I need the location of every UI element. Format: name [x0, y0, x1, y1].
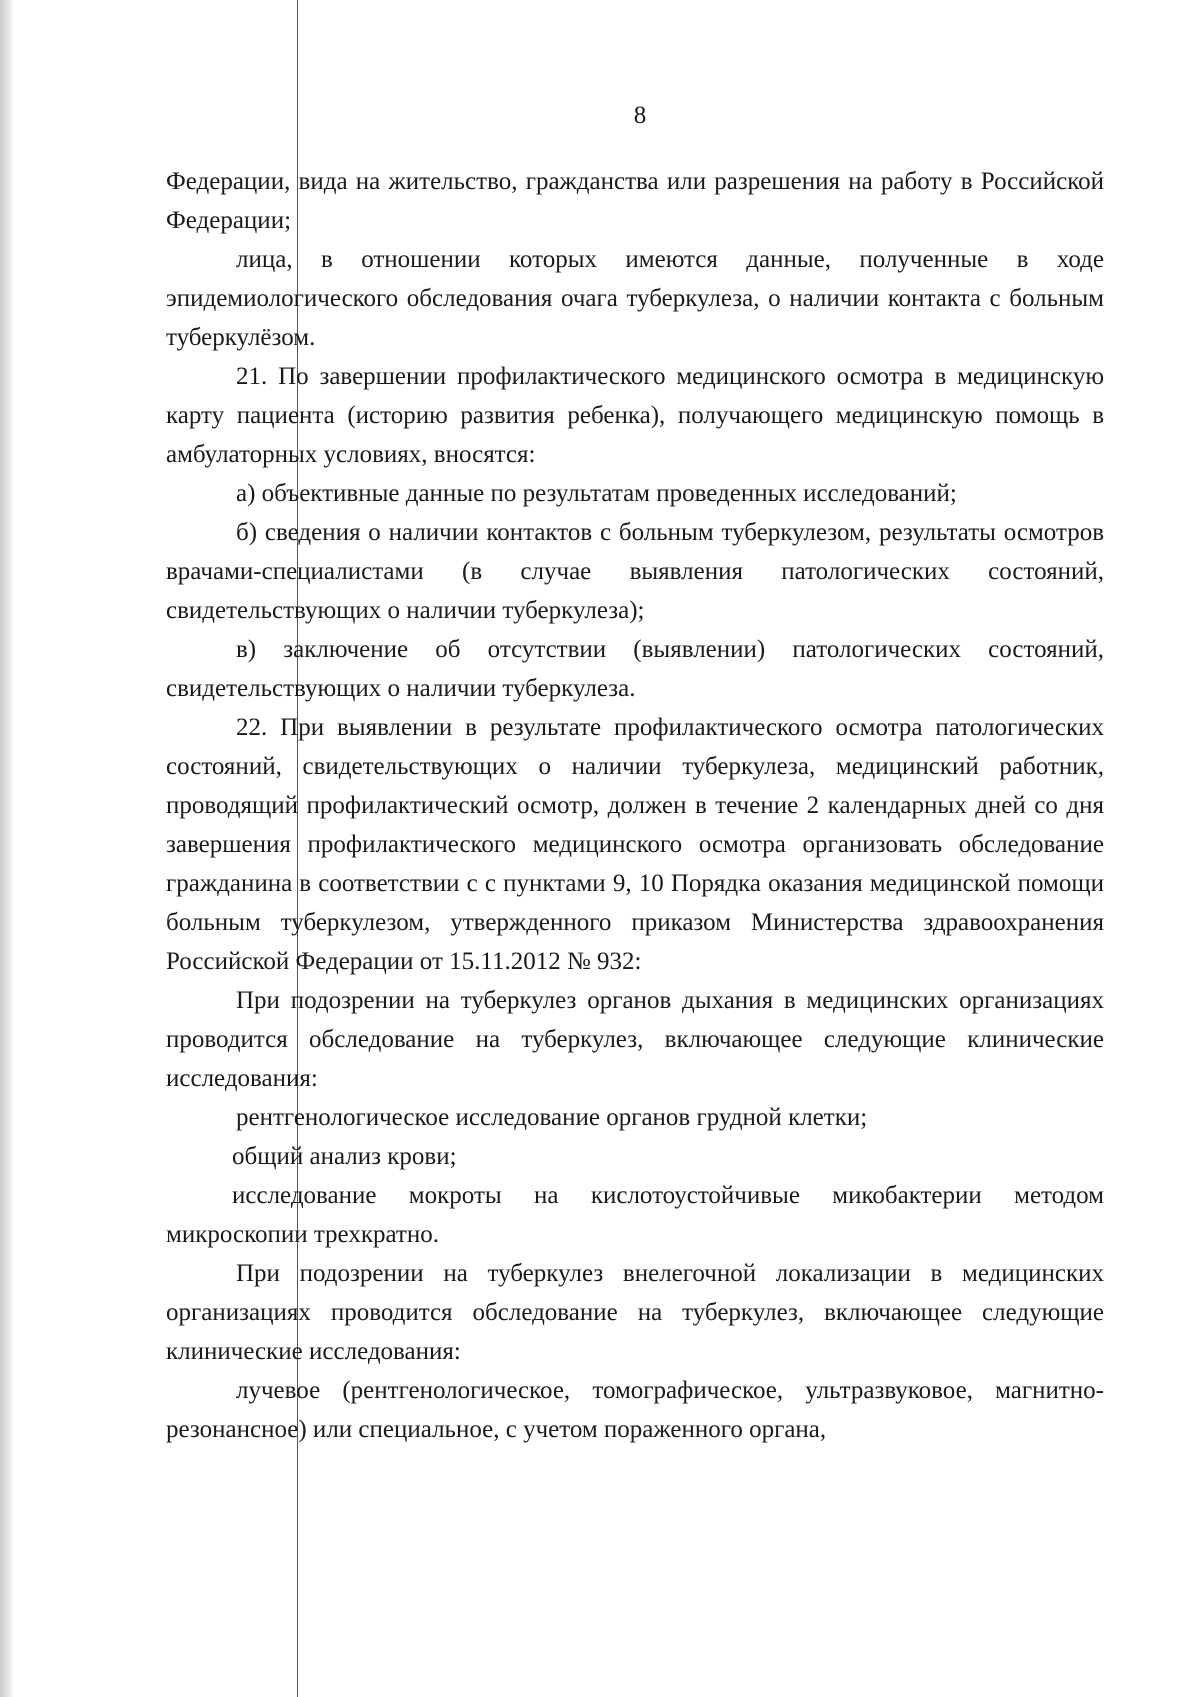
list-item-blood-test: общий анализ крови;	[232, 1143, 457, 1170]
scan-edge-shadow	[0, 0, 14, 1697]
paragraph-extrapulmonary-suspicion: При подозрении на туберкулез внелегочной локализации в медицинских организациях проводится обследование на туберкулез, включающее следующие клинические исследования:	[166, 1260, 1104, 1365]
list-item-sputum-test: исследование мокроты на кислотоустойчивые микобактерии методом микроскопии трехкратно.	[166, 1182, 1104, 1248]
document-body	[166, 162, 1104, 1449]
list-item-radiation-imaging: лучевое (рентгенологическое, томографическое, ультразвуковое, магнитно-резонансное) или специальное, с учетом пораженного органа,	[166, 1377, 1104, 1443]
paragraph-item-22: 22. При выявлении в результате профилактического осмотра патологических состояний, свидетельствующих о наличии туберкулеза, медицинский работник, проводящий профилактический осмотр, должен в течение 2 календарных дней со дня завершения профилактического медицинского осмотра организовать обследование гражданина в соответствии с с пунктами 9, 10 Порядка оказания медицинской помощи больным туберкулезом, утвержденного приказом Министерства здравоохранения Российской Федерации от 15.11.2012 № 932:	[166, 714, 1104, 975]
paragraph-item-21-a: а) объективные данные по результатам проведенных исследований;	[236, 480, 957, 507]
paragraph-item-21: 21. По завершении профилактического медицинского осмотра в медицинскую карту пациента (историю развития ребенка), получающего медицинскую помощь в амбулаторных условиях, вносятся:	[166, 363, 1104, 468]
paragraph-item-21-b: б) сведения о наличии контактов с больным туберкулезом, результаты осмотров врачами-специалистами (в случае выявления патологических состояний, свидетельствующих о наличии туберкулеза);	[166, 519, 1104, 624]
paragraph-continuation: Федерации, вида на жительство, гражданства или разрешения на работу в Российской Федерации;	[166, 168, 1104, 234]
paragraph-respiratory-suspicion: При подозрении на туберкулез органов дыхания в медицинских организациях проводится обследование на туберкулез, включающее следующие клинические исследования:	[166, 987, 1104, 1092]
paragraph-contact-persons: лица, в отношении которых имеются данные, полученные в ходе эпидемиологического обследования очага туберкулеза, о наличии контакта с больным туберкулёзом.	[166, 246, 1104, 351]
page-number: 8	[633, 102, 647, 129]
list-item-chest-xray: рентгенологическое исследование органов грудной клетки;	[236, 1104, 868, 1131]
paragraph-item-21-v: в) заключение об отсутствии (выявлении) патологических состояний, свидетельствующих о наличии туберкулеза.	[166, 636, 1104, 702]
